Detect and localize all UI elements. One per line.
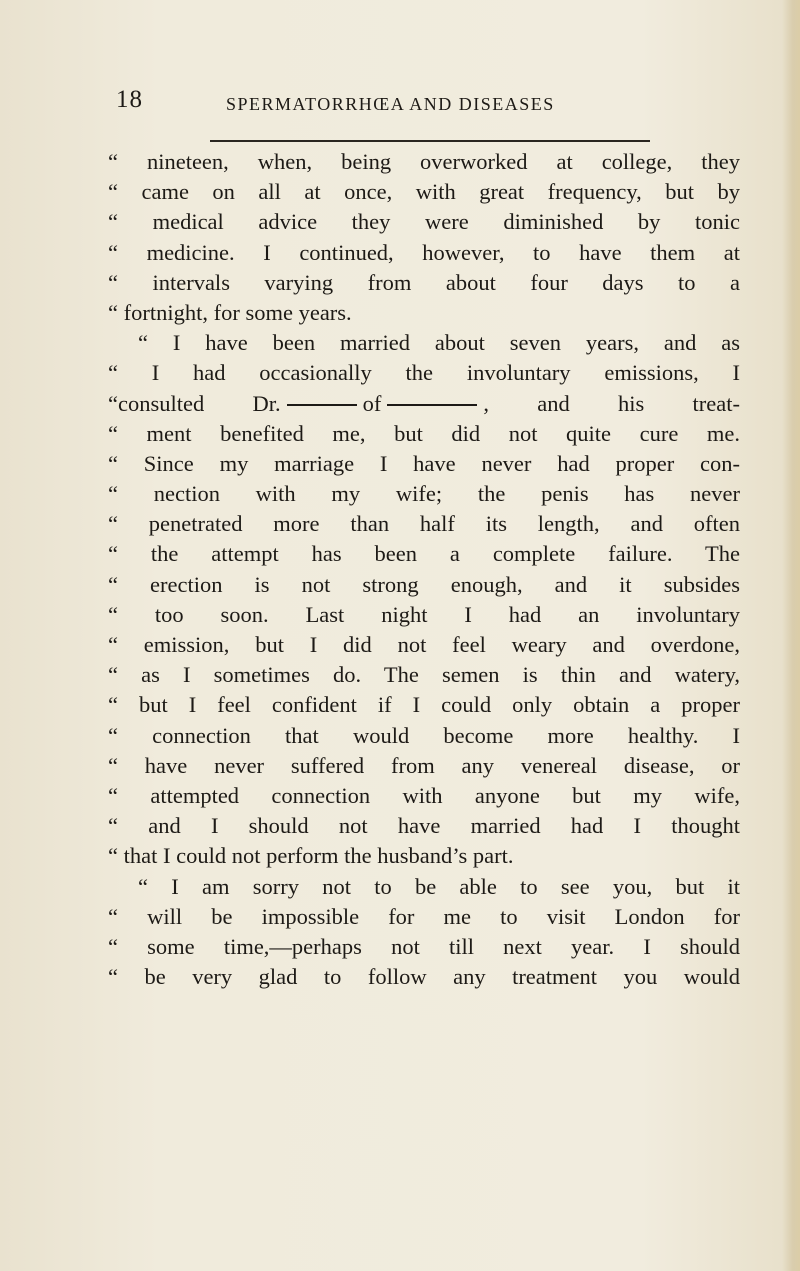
page-header [108, 86, 748, 126]
text-line: “ nineteen, when, being overworked at college, they [108, 149, 740, 174]
text-line: “ that I could not perform the husband’s part. [108, 843, 514, 869]
text-line: “ connection that would become more healthy. I [108, 722, 740, 748]
text-fragment: “consulted Dr. [108, 390, 281, 416]
text-line: “ some time,—perhaps not till next year. I should [108, 933, 740, 959]
text-line: “ will be impossible for me to visit London for [108, 903, 740, 929]
text-line: “ attempted connection with anyone but my wife, [108, 782, 740, 808]
text-line: “ I have been married about seven years, and as [138, 330, 740, 356]
text-line: “ the attempt has been a complete failure. The [108, 541, 740, 567]
text-line: “ I had occasionally the involuntary emissions, I [108, 360, 740, 386]
redaction-blank [387, 404, 477, 406]
redaction-blank [287, 404, 357, 406]
text-fragment: of [362, 390, 382, 416]
text-line: “ erection is not strong enough, and it subsides [108, 571, 740, 597]
text-fragment: , and his treat- [483, 390, 740, 416]
body-text [108, 147, 740, 992]
text-line: “ and I should not have married had I thought [108, 813, 740, 839]
text-line: “ ment benefited me, but did not quite cure me. [108, 420, 740, 446]
text-line: “ fortnight, for some years. [108, 299, 352, 325]
page-number: 18 [116, 86, 143, 113]
text-line: “ medicine. I continued, however, to have them at [108, 239, 740, 265]
text-line: “ nection with my wife; the penis has never [108, 481, 740, 507]
text-line: “ medical advice they were diminished by tonic [108, 209, 740, 235]
text-line: “ came on all at once, with great frequency, but by [108, 179, 740, 205]
text-line: “ I am sorry not to be able to see you, but it [138, 873, 740, 899]
header-rule [210, 140, 650, 142]
text-line: “ emission, but I did not feel weary and overdone, [108, 632, 740, 657]
text-line: “ as I sometimes do. The semen is thin and watery, [108, 662, 740, 688]
text-line: “ penetrated more than half its length, and often [108, 511, 740, 537]
text-line-with-blanks [108, 389, 740, 419]
text-line: “ too soon. Last night I had an involuntary [108, 601, 740, 627]
text-line: “ but I feel confident if I could only obtain a proper [108, 692, 740, 718]
running-head: SPERMATORRHŒA AND DISEASES [226, 94, 555, 114]
text-line: “ Since my marriage I have never had proper con- [108, 450, 740, 476]
page-edge-shading [782, 0, 800, 1271]
text-line: “ intervals varying from about four days to a [108, 269, 740, 295]
text-line: “ be very glad to follow any treatment you would [108, 964, 740, 990]
text-line: “ have never suffered from any venereal disease, or [108, 752, 740, 778]
